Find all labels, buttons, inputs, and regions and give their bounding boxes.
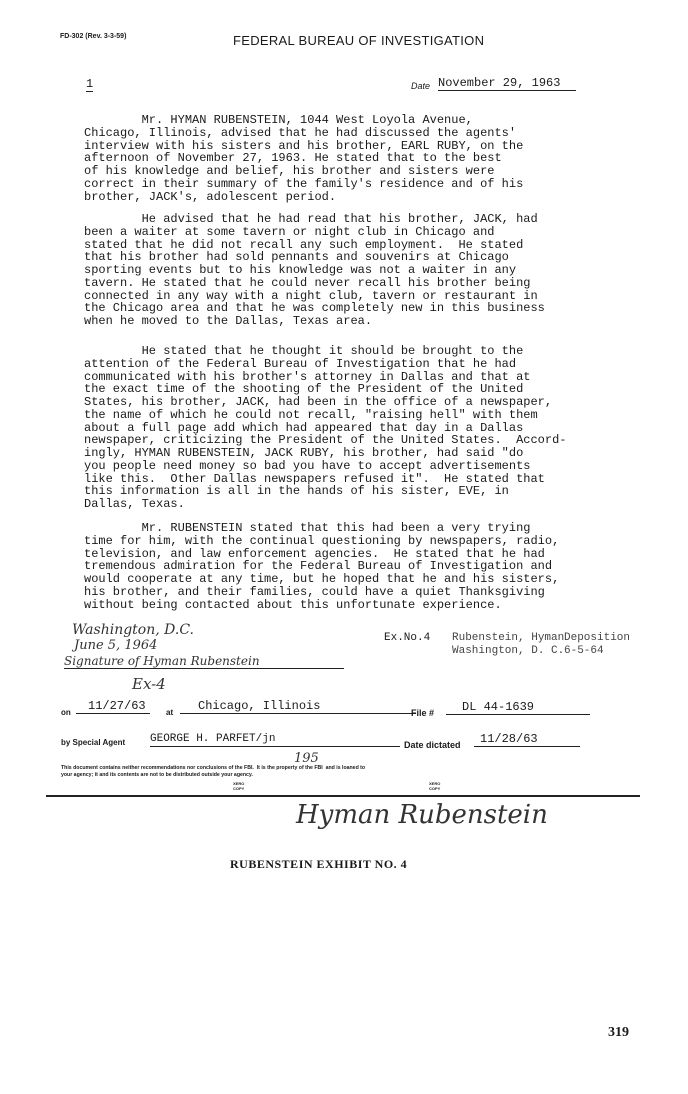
text-line: when he moved to the Dallas, Texas area. — [84, 314, 373, 328]
text-line: Chicago, Illinois, advised that he had discussed the agents' — [84, 125, 517, 140]
text-line: been a waiter at some tavern or night club in Chicago and — [84, 224, 495, 239]
page-number: 319 — [608, 1025, 629, 1040]
handwritten-signature-line: Signature of Hyman Rubenstein — [64, 654, 344, 669]
handwritten-place: Washington, D.C. — [72, 622, 194, 638]
text-line: of his knowledge and belief, his brother and sisters were — [84, 164, 495, 178]
paragraph-2 — [84, 213, 545, 328]
file-label: File # — [411, 708, 435, 718]
text-line: would cooperate at any time, but he hoped that he and his sisters, — [84, 572, 560, 586]
paragraph-1 — [84, 114, 523, 203]
text-line: States, his brother, JACK, had been in the office of a newspaper, — [84, 395, 553, 409]
interview-date: 11/27/63 — [76, 700, 150, 714]
text-line: this information is all in the hands of his sister, EVE, in — [84, 484, 509, 499]
exhibit-name: Rubenstein, Hyman — [452, 632, 565, 644]
form-number: FD-302 (Rev. 3-3-59) — [60, 33, 127, 40]
signature: Hyman Rubenstein — [296, 800, 548, 830]
text-line: Mr. RUBENSTEIN stated that this had been a very trying — [84, 521, 531, 535]
agent-label: by Special Agent — [61, 738, 126, 747]
text-line: sporting events but to his knowledge was not a waiter in any — [84, 263, 517, 277]
disclaimer-line-2: your agency; it and its contents are not to be distributed outside your agency. — [61, 772, 253, 778]
text-line: time for him, with the continual questioning by newspapers, radio, — [84, 533, 560, 548]
text-line: newspaper, criticizing the President of the United States. Accord- — [84, 433, 567, 448]
text-line: like this. Other Dallas newspapers refused it". He stated that — [84, 471, 545, 486]
text-line: stated that he did not recall any such employment. He stated — [84, 237, 524, 252]
text-line: tavern. He stated that he could never recall his brother being — [84, 275, 531, 290]
text-line: the name of which he could not recall, "raising hell" with them — [84, 407, 538, 422]
at-label: at — [166, 708, 174, 717]
text-line: interview with his sisters and his brother, EARL RUBY, on the — [84, 138, 524, 153]
text-line: the Chicago area and that he was completely new in this business — [84, 301, 545, 316]
file-number: DL 44-1639 — [446, 701, 590, 715]
page-marker: 1 — [86, 77, 94, 91]
text-line: afternoon of November 27, 1963. He stated that to the best — [84, 151, 502, 166]
text-line: brother, JACK's, adolescent period. — [84, 189, 337, 204]
text-line: correct in their summary of the family's residence and of his — [84, 176, 524, 191]
text-line: attention of the Federal Bureau of Investigation that he had — [84, 356, 517, 371]
text-line: about a full page add which had appeared that day in a Dallas — [84, 420, 524, 435]
text-line: tremendous admiration for the Federal Bureau of Investigation and — [84, 559, 553, 574]
text-line: television, and law enforcement agencies. He stated that he had — [84, 546, 545, 561]
on-label: on — [61, 708, 71, 717]
exhibit-caption: RUBENSTEIN EXHIBIT NO. 4 — [230, 857, 408, 871]
dictated-label: Date dictated — [404, 740, 461, 750]
divider-line — [46, 795, 640, 797]
text-line: communicated with his brother's attorney in Dallas and that at — [84, 369, 531, 384]
xero-copy-stamp-2: XERO COPY — [429, 781, 441, 791]
text-line: his brother, and their families, could have a quiet Thanksgiving — [84, 584, 545, 599]
exhibit-date: 6-5-64 — [564, 645, 604, 657]
text-line: Dallas, Texas. — [84, 497, 185, 511]
interview-location: Chicago, Illinois — [180, 700, 416, 714]
text-line: connected in any way with a night club, tavern or restaurant in — [84, 288, 538, 303]
text-line: that his brother had sold pennants and souvenirs at Chicago — [84, 250, 509, 265]
disclaimer-line-1: This document contains neither recommendations nor conclusions of the FBI. It is the property of the FBI and is loaned to — [61, 765, 366, 771]
exhibit-number: Ex.No.4 — [384, 632, 431, 644]
report-date: November 29, 1963 — [438, 77, 576, 91]
exhibit-place: Washington, D. C. — [452, 645, 565, 657]
agent-name: GEORGE H. PARFET/jn — [150, 733, 400, 747]
text-line: ingly, HYMAN RUBENSTEIN, JACK RUBY, his brother, had said "do — [84, 446, 524, 460]
text-line: He advised that he had read that his brother, JACK, had — [84, 212, 538, 226]
text-line: without being contacted about this unfortunate experience. — [84, 597, 502, 612]
text-line: He stated that he thought it should be brought to the — [84, 344, 524, 358]
text-line: Mr. HYMAN RUBENSTEIN, 1044 West Loyola Avenue, — [84, 113, 473, 127]
text-line: the exact time of the shooting of the President of the United — [84, 382, 524, 397]
handwritten-number: 195 — [294, 751, 319, 766]
handwritten-exhibit: Ex-4 — [132, 675, 166, 693]
date-label: Date — [411, 81, 431, 91]
exhibit-type: Deposition — [564, 632, 631, 644]
dictated-date: 11/28/63 — [474, 733, 580, 747]
handwritten-date: June 5, 1964 — [74, 638, 158, 653]
paragraph-3 — [84, 345, 566, 511]
agency-title: FEDERAL BUREAU OF INVESTIGATION — [233, 33, 485, 48]
paragraph-4 — [84, 522, 559, 611]
xero-copy-stamp: XERO COPY — [233, 781, 245, 791]
text-line: you people need money so bad you have to accept advertisements — [84, 458, 531, 473]
